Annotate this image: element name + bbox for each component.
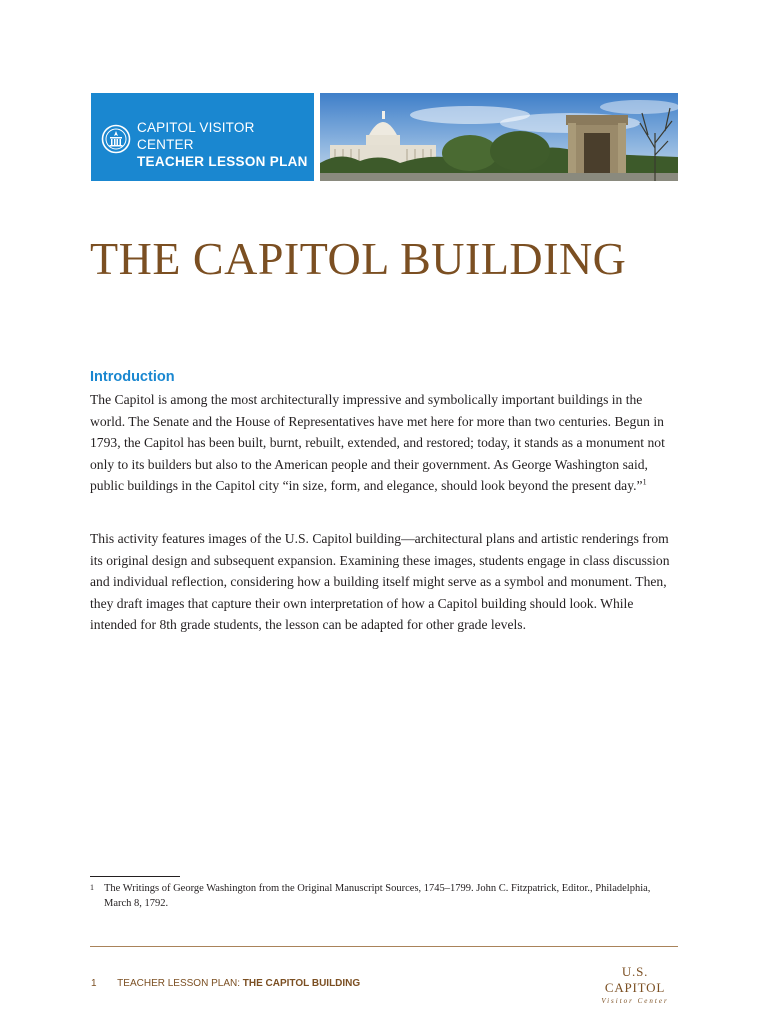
banner-line1: CAPITOL VISITOR CENTER xyxy=(137,120,255,152)
capitol-photo xyxy=(320,93,678,181)
footnote-text: The Writings of George Washington from the Original Manuscript Sources, 1745–1799. John C. Fitzpatrick, Editor., Philadelphia, March 8, 1792. xyxy=(104,883,651,909)
intro-paragraph-2: This activity features images of the U.S. Capitol building—architectural plans and artistic renderings from its original design and subsequent expansion. Examining these images, students engage in class discussion and individual reflection, considering how a building itself might serve as a symbol and monument. Then, they draft images that capture their own interpretation of how a Capitol building should look. While intended for 8th grade students, the lesson can be adapted for other grade levels. xyxy=(90,531,670,632)
footnote-number: 1 xyxy=(90,883,94,892)
page-title: THE CAPITOL BUILDING xyxy=(90,233,627,284)
footer-label: TEACHER LESSON PLAN: xyxy=(117,978,240,989)
logo-sub-text: Visitor Center xyxy=(601,997,669,1005)
footer-rule xyxy=(90,946,678,947)
footer-label-bold: THE CAPITOL BUILDING xyxy=(242,978,361,989)
logo-main-text: U.S. CAPITOL xyxy=(604,964,666,995)
us-capitol-visitor-center-logo xyxy=(590,964,680,1005)
intro-paragraph-1-text: The Capitol is among the most architecturally impressive and symbolically important buildings in the world. The Senate and the House of Representatives have met here for more than two centuries. Begun in 1793, the Capitol has been built, burnt, rebuilt, extended, and restored; today, it stands as a monument not only to its builders but also to the American people and their government. As George Washington said, public buildings in the Capitol city “in size, form, and elegance, should look beyond the present day.” xyxy=(90,392,665,493)
footer-running-title xyxy=(91,978,360,989)
banner-label-panel xyxy=(91,93,314,181)
section-heading-introduction: Introduction xyxy=(90,369,175,385)
header-banner xyxy=(91,93,678,181)
banner-line2: TEACHER LESSON PLAN xyxy=(137,154,308,169)
page-number: 1 xyxy=(91,978,97,989)
footnote-reference[interactable]: 1 xyxy=(642,477,647,487)
footnote-rule xyxy=(90,876,180,877)
banner-text xyxy=(137,119,314,170)
intro-paragraph-1 xyxy=(90,389,680,497)
capitol-seal-icon xyxy=(101,124,131,154)
